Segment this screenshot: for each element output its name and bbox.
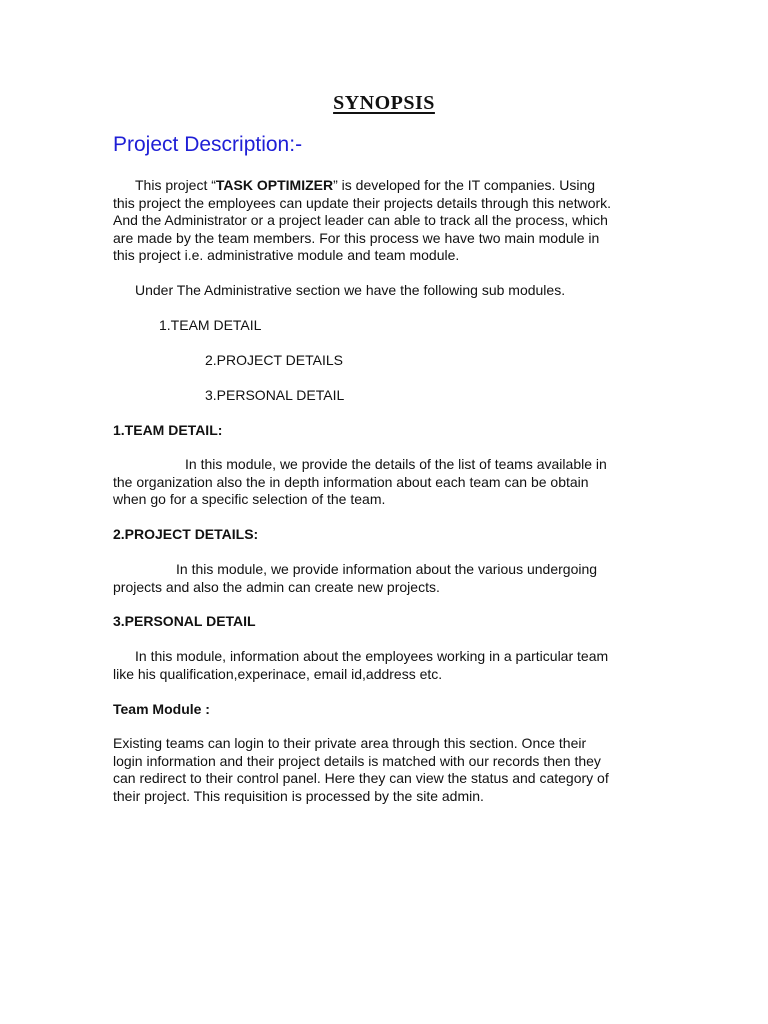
- sub-module-item: 3.PERSONAL DETAIL: [205, 387, 345, 403]
- sub-module-item: 1.TEAM DETAIL: [159, 317, 262, 333]
- intro-line: this project the employees can update their projects details through this network.: [113, 194, 612, 211]
- admin-intro: Under The Administrative section we have the following sub modules.: [135, 282, 566, 298]
- intro-line: This project “TASK OPTIMIZER” is developed for the IT companies. Using: [135, 177, 596, 193]
- team-module-paragraph: Existing teams can login to their private area through this section. Once their login information and their project details is matched with our records then they can redirect to their control panel. Here they can view the status and category of their project. This requisition is processed by the site admin.: [113, 735, 609, 804]
- intro-paragraph: [113, 177, 653, 265]
- team-module-title: Team Module :: [113, 701, 210, 717]
- team-detail-paragraph: In this module, we provide the details of the list of teams available in the organization also the in depth information about each team can be obtain when go for a specific selection of the team.: [113, 456, 607, 507]
- intro-line: are made by the team members. For this process we have two main module in: [113, 229, 600, 246]
- document-heading: SYNOPSIS: [333, 92, 435, 114]
- project-details-title: 2.PROJECT DETAILS:: [113, 526, 259, 542]
- intro-line: And the Administrator or a project leader can able to track all the process, which: [113, 212, 608, 228]
- project-details-paragraph: In this module, we provide information about the various undergoing projects and also the admin can create new projects.: [113, 561, 598, 595]
- personal-detail-title: 3.PERSONAL DETAIL: [113, 613, 256, 629]
- project-name: TASK OPTIMIZER: [215, 177, 334, 193]
- team-detail-title: 1.TEAM DETAIL:: [113, 422, 223, 438]
- sub-module-item: 2.PROJECT DETAILS: [205, 352, 343, 368]
- section-title: Project Description:-: [113, 133, 303, 156]
- intro-line: this project i.e. administrative module and team module.: [113, 247, 460, 263]
- personal-detail-paragraph: In this module, information about the employees working in a particular team like his qualification,experinace, email id,address etc.: [113, 648, 609, 682]
